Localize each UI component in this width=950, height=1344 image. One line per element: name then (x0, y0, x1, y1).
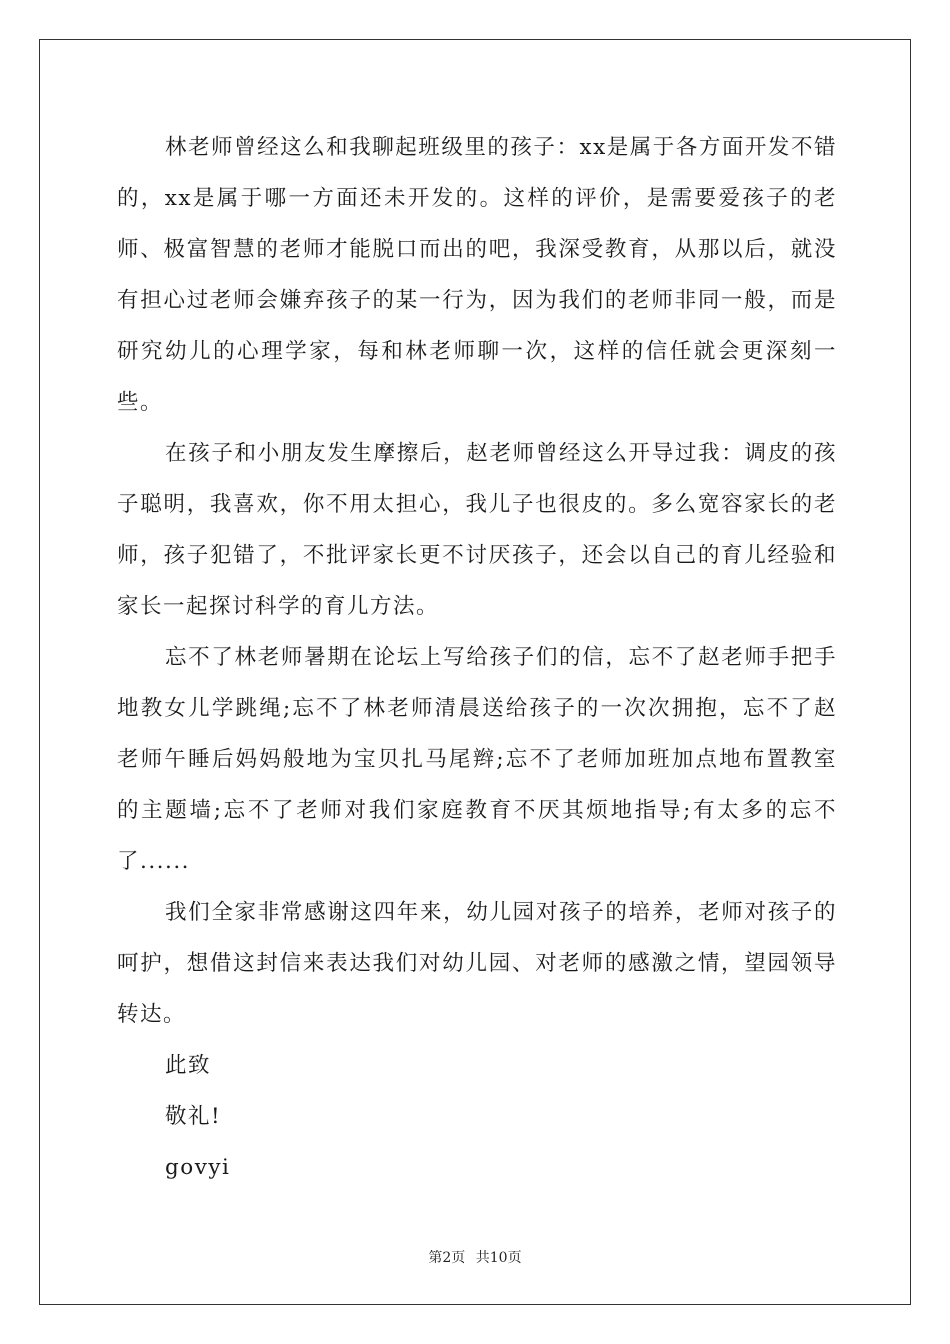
page-footer (0, 1247, 950, 1267)
page-total: 共10页 (475, 1250, 522, 1266)
closing-salutation: 此致 (165, 1053, 212, 1078)
paragraph-2: 在孩子和小朋友发生摩擦后，赵老师曾经这么开导过我：调皮的孩子聪明，我喜欢，你不用太担心，我儿子也很皮的。多么宽容家长的老师，孩子犯错了，不批评家长更不讨厌孩子，还会以自己的育儿经验和家长一起探讨科学的育儿方法。 (117, 441, 837, 619)
paragraph-1: 林老师曾经这么和我聊起班级里的孩子：xx是属于各方面开发不错的，xx是属于哪一方面还未开发的。这样的评价，是需要爱孩子的老师、极富智慧的老师才能脱口而出的吧，我深受教育，从那以后，就没有担心过老师会嫌弃孩子的某一行为，因为我们的老师非同一般，而是研究幼儿的心理学家，每和林老师聊一次，这样的信任就会更深刻一些。 (117, 135, 837, 415)
page-number: 第2页 (428, 1250, 466, 1266)
closing-regards: 敬礼! (165, 1104, 222, 1129)
paragraph-4: 我们全家非常感谢这四年来，幼儿园对孩子的培养，老师对孩子的呵护，想借这封信来表达我们对幼儿园、对老师的感激之情，望园领导转达。 (117, 900, 837, 1027)
signature: govyi (165, 1155, 231, 1180)
paragraph-3: 忘不了林老师暑期在论坛上写给孩子们的信，忘不了赵老师手把手地教女儿学跳绳;忘不了林老师清晨送给孩子的一次次拥抱，忘不了赵老师午睡后妈妈般地为宝贝扎马尾辫;忘不了老师加班加点地布置教室的主题墙;忘不了老师对我们家庭教育不厌其烦地指导;有太多的忘不了...... (117, 645, 837, 874)
letter-body (117, 122, 837, 1193)
